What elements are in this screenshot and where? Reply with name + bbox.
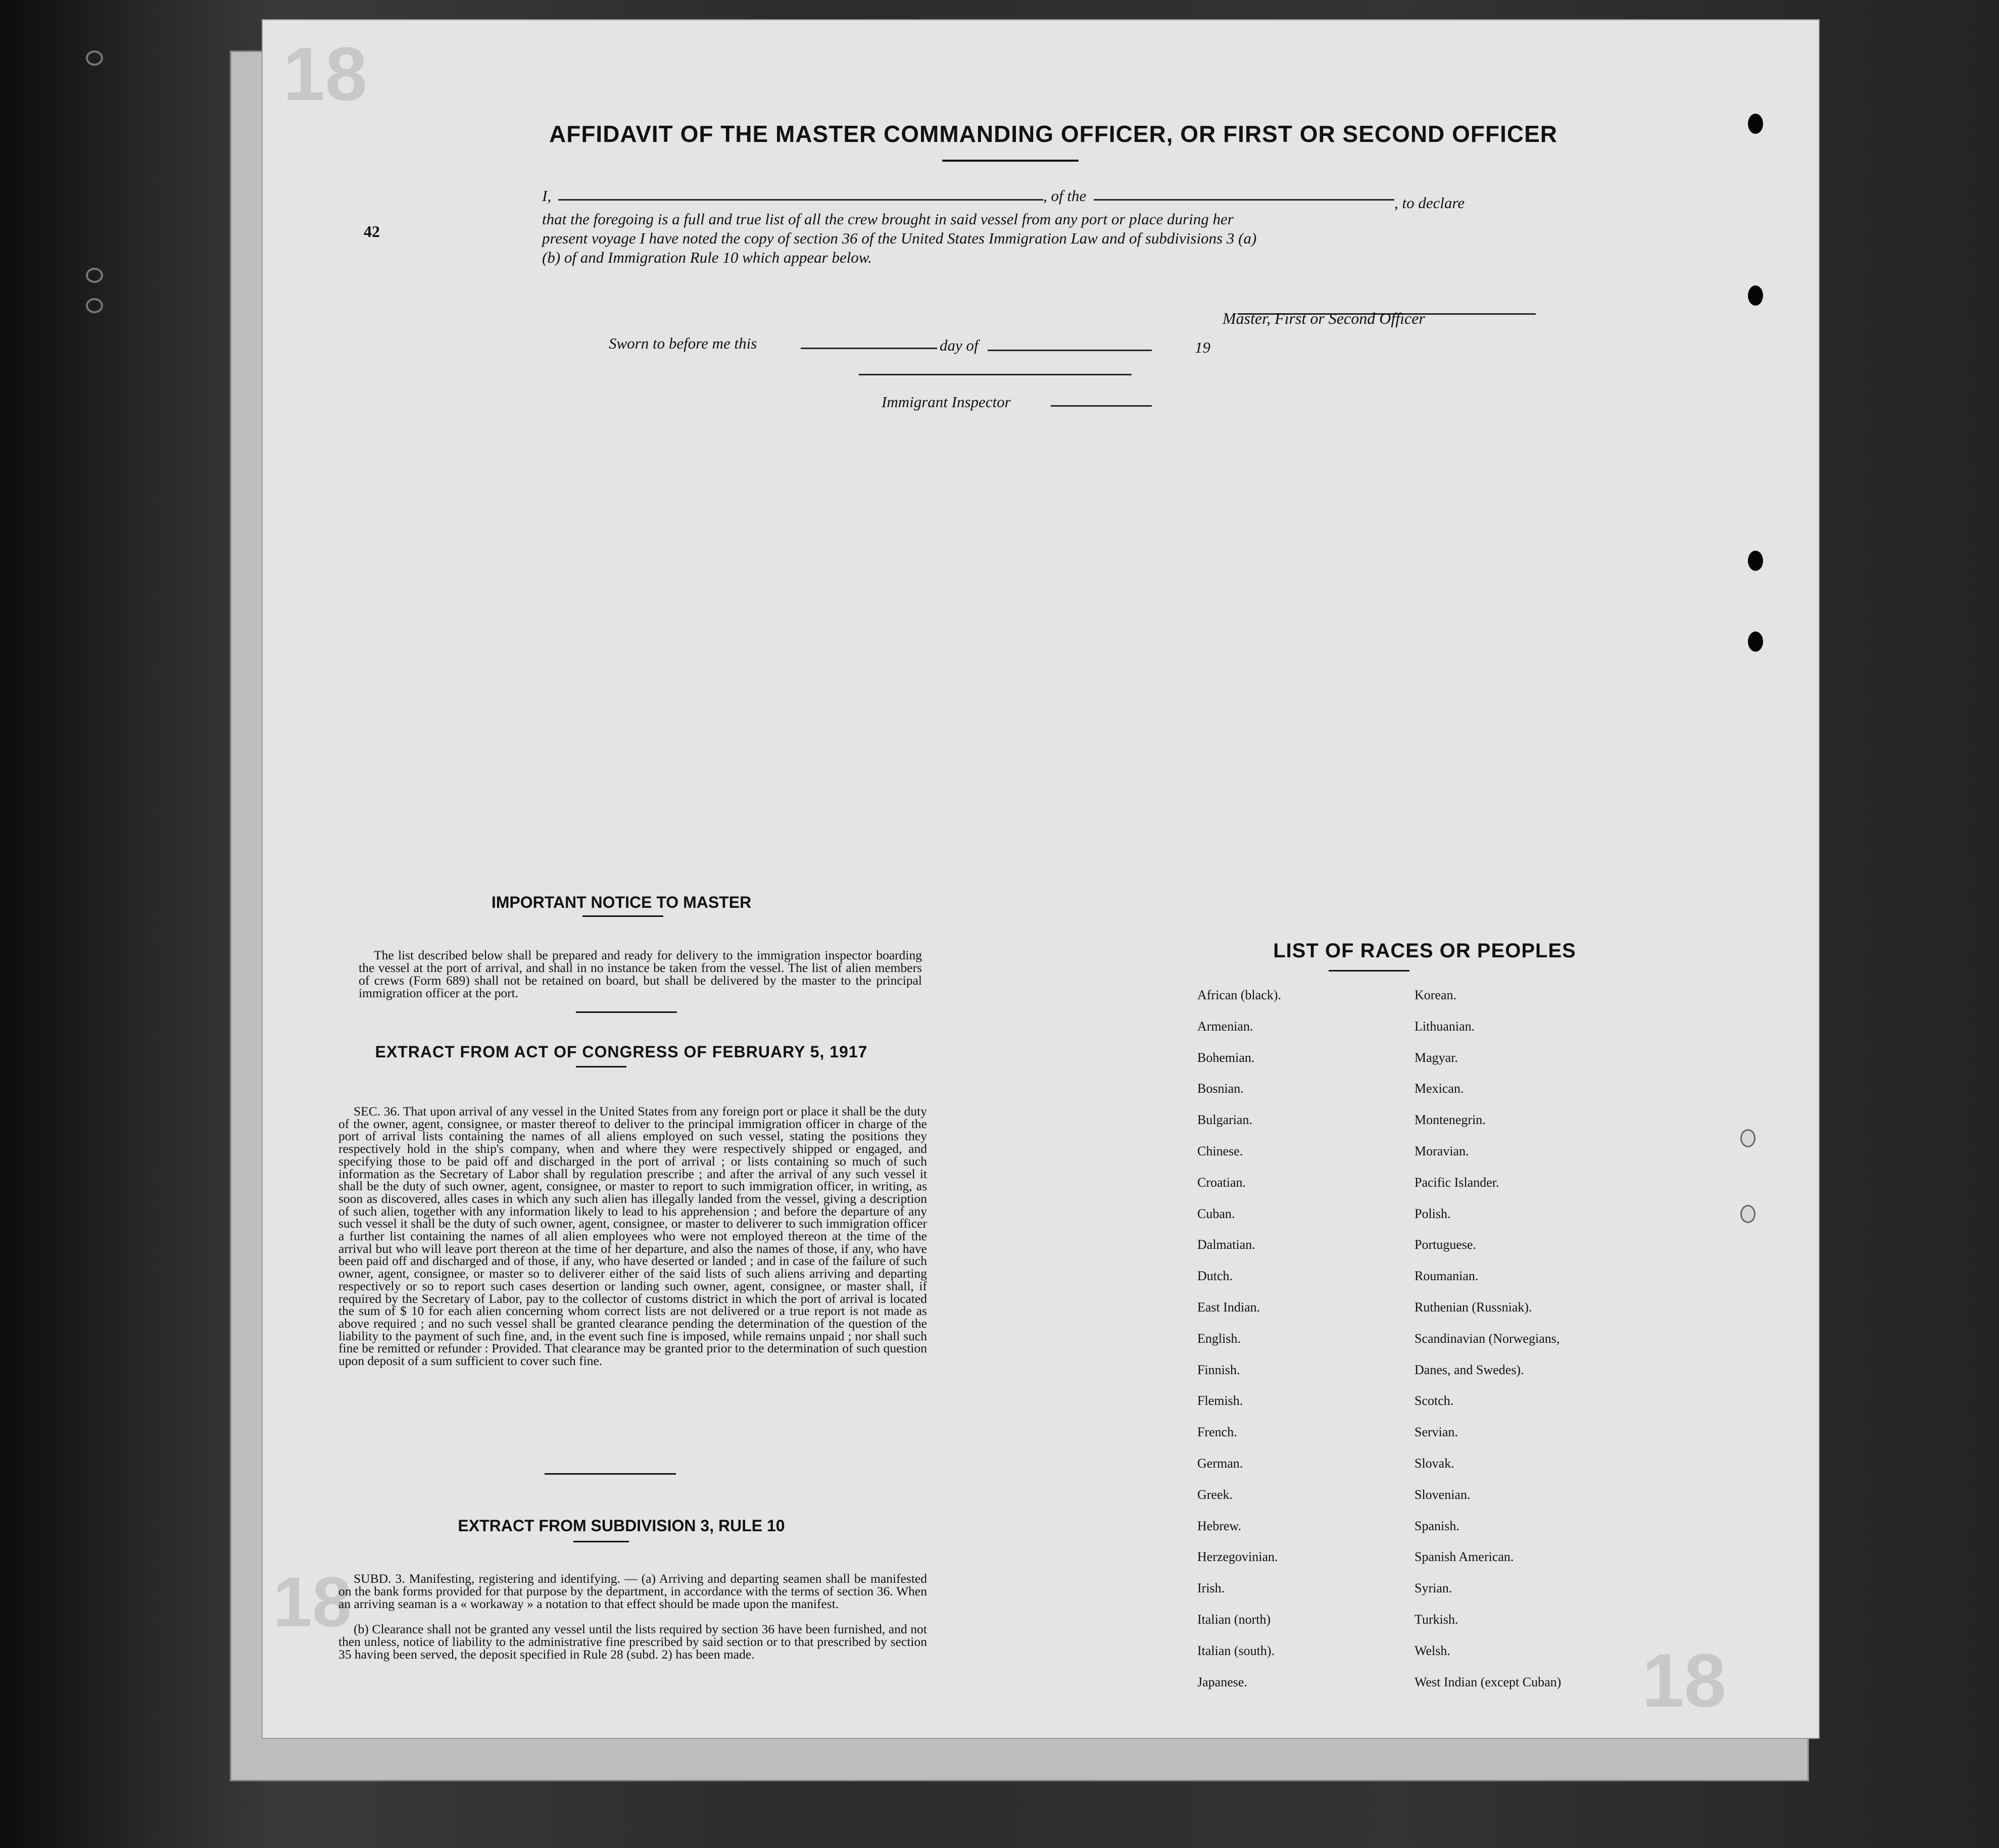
race-item: Italian (north)	[1197, 1612, 1271, 1627]
race-item: Bohemian.	[1197, 1050, 1255, 1065]
master-signature-label: Master, First or Second Officer	[1223, 309, 1425, 327]
affidavit-line-3: present voyage I have noted the copy of section 36 of the United States Immigration Law and of subdivisions 3 (a)	[542, 229, 1257, 247]
act-rule	[576, 1066, 626, 1067]
inspector-tail-line	[1051, 405, 1152, 407]
races-list-left	[1197, 988, 1281, 1706]
notice-rule	[582, 915, 663, 917]
notice-text	[359, 949, 922, 999]
race-item: Hebrew.	[1197, 1518, 1242, 1533]
race-item: Slovak.	[1415, 1455, 1454, 1471]
race-item: Polish.	[1415, 1206, 1451, 1221]
race-item: Chinese.	[1197, 1143, 1243, 1158]
race-item: Cuban.	[1197, 1206, 1235, 1221]
race-item: Dalmatian.	[1197, 1237, 1255, 1252]
name-signature-line	[558, 199, 1043, 201]
page-stamp-left: 18	[273, 1562, 352, 1641]
rule-text-b	[338, 1623, 927, 1661]
inspector-label: Immigrant Inspector	[882, 393, 1011, 411]
race-item: Dutch.	[1197, 1269, 1233, 1284]
title-rule	[942, 160, 1079, 162]
race-item: Bosnian.	[1197, 1081, 1244, 1096]
race-item: Spanish.	[1415, 1518, 1459, 1533]
race-item: Danes, and Swedes).	[1415, 1362, 1524, 1377]
race-item: West Indian (except Cuban)	[1415, 1674, 1562, 1689]
race-item: English.	[1197, 1331, 1241, 1346]
race-item: Croatian.	[1197, 1175, 1246, 1190]
notice-paragraph: The list described below shall be prepared and ready for delivery to the immigration inspector boarding the vessel at the port of arrival, and shall in no instance be taken from the vessel. The list of alien members of crews (Form 689) shall not be retained on board, but shall be delivered by the master to the principal immigration officer at the port.	[359, 948, 922, 1000]
race-item: Irish.	[1197, 1581, 1225, 1596]
rule-paragraph-a: SUBD. 3. Manifesting, registering and identifying. — (a) Arriving and departing seamen shall be manifested on the bank forms provided for that purpose by the department, in accordance with the terms of section 36. When an arriving seaman is a « workaway » a notation to that effect should be made upon the manifest.	[338, 1571, 927, 1611]
race-item: Mexican.	[1415, 1081, 1464, 1096]
binding-mark	[86, 268, 103, 283]
margin-number: 42	[364, 222, 380, 240]
race-item: Pacific Islander.	[1415, 1175, 1499, 1190]
year-prefix: 19	[1195, 338, 1210, 356]
rule-heading: EXTRACT FROM SUBDIVISION 3, RULE 10	[458, 1517, 785, 1535]
race-item: Turkish.	[1415, 1612, 1458, 1627]
notice-heading: IMPORTANT NOTICE TO MASTER	[491, 893, 752, 911]
punch-hole	[1748, 114, 1763, 134]
binding-mark	[86, 298, 103, 313]
race-item: Magyar.	[1415, 1050, 1458, 1065]
race-item: Spanish American.	[1415, 1549, 1514, 1565]
races-list-right	[1415, 988, 1561, 1706]
vessel-name-line	[1094, 199, 1394, 201]
punch-hole	[1748, 631, 1763, 652]
race-item: French.	[1197, 1425, 1237, 1440]
binding-mark	[86, 51, 103, 66]
rule-text-a	[338, 1572, 927, 1610]
race-item: Welsh.	[1415, 1643, 1450, 1658]
race-item: Lithuanian.	[1415, 1018, 1475, 1034]
act-end-rule	[545, 1473, 676, 1475]
affidavit-to-declare: , to declare	[1394, 194, 1465, 212]
races-rule	[1329, 970, 1409, 971]
sworn-day-line	[801, 348, 937, 349]
race-item: Greek.	[1197, 1487, 1233, 1502]
race-item: Scotch.	[1415, 1393, 1454, 1408]
races-heading: LIST OF RACES OR PEOPLES	[1273, 940, 1576, 962]
race-item: Moravian.	[1415, 1143, 1469, 1158]
punch-hole	[1740, 1129, 1756, 1147]
rule-heading-rule	[573, 1541, 629, 1542]
race-item: Korean.	[1415, 988, 1457, 1002]
punch-hole	[1740, 1205, 1756, 1223]
punch-hole	[1748, 285, 1763, 306]
rule-paragraph-b: (b) Clearance shall not be granted any vessel until the lists required by section 36 have been furnished, and not then unless, notice of liability to the administrative fine prescribed by said section or to that prescribed by section 35 having been served, the deposit specified in Rule 28 (subd. 2) has been made.	[338, 1622, 927, 1662]
notice-end-rule	[576, 1011, 677, 1013]
race-item: African (black).	[1197, 988, 1282, 1002]
race-item: Montenegrin.	[1415, 1112, 1486, 1128]
sworn-label: Sworn to before me this	[609, 334, 757, 352]
race-item: Syrian.	[1415, 1581, 1452, 1596]
race-item: German.	[1197, 1455, 1243, 1471]
act-paragraph: SEC. 36. That upon arrival of any vessel in the United States from any foreign port or place it shall be the duty of the owner, agent, consignee, or master thereof to deliver to the principal immigration officer in charge of the port of arrival lists containing the names of all aliens employed on such vessel, stating the positions they respectively hold in the ship's company, when and where they were respectively shipped or engaged, and specifying those to be paid off and discharged in the port of arrival ; or lists containing so much of such information as the Secretary of Labor shall by regulation prescribe ; and after the arrival of any such vessel it shall be the duty of such owner, agent, consignee, or master to report to such immigration officer, in writing, as soon as discovered, alles cases in which any such alien has illegally landed from the vessel, giving a description of such alien, together with any information likely to lead to his apprehension ; and before the departure of any such vessel it shall be the duty of such owner, agent, consignee, or master to deliverer to such immigration officer a further list containing the names of all alien employees who were not employed thereon at the time of the arrival but who will leave port thereon at the time of her departure, and also the names of those, if any, who have been paid off and discharged and of those, if any, who have deserted or landed ; and in case of the failure of such owner, agent, consignee, or master so to deliverer either of the said lists of such aliens arriving and departing respectively or so to report such cases desertion or landing such owner, agent, consignee, or master shall, if required by the Secretary of Labor, pay to the collector of customs district in which the port of arrival is located the sum of $ 10 for each alien concerning whom correct lists are not delivered or a true report is not made as above required ; and no such vessel shall be granted clearance pending the determination of the question of the liability to the payment of such fine, and, in the event such fine is imposed, while remains unpaid ; nor shall such fine be remitted or refunder : Provided. That clearance may be granted prior to the determination of such question upon deposit of a sum sufficient to cover such fine.	[338, 1104, 927, 1369]
race-item: East Indian.	[1197, 1299, 1260, 1315]
affidavit-page	[263, 20, 1819, 1738]
race-item: Slovenian.	[1415, 1487, 1471, 1502]
sworn-month-line	[988, 350, 1152, 351]
race-item: Scandinavian (Norwegians,	[1415, 1331, 1560, 1346]
race-item: Portuguese.	[1415, 1237, 1477, 1252]
act-heading: EXTRACT FROM ACT OF CONGRESS OF FEBRUARY 5, 1917	[375, 1043, 868, 1061]
race-item: Roumanian.	[1415, 1269, 1479, 1284]
race-item: Herzegovinian.	[1197, 1549, 1278, 1565]
act-text	[338, 1105, 927, 1368]
affidavit-of-the: , of the	[1043, 187, 1087, 205]
affidavit-line-2: that the foregoing is a full and true list of all the crew brought in said vessel from any port or place during her	[542, 210, 1234, 228]
punch-hole	[1748, 551, 1763, 571]
affidavit-line-4: (b) of and Immigration Rule 10 which appear below.	[542, 249, 872, 266]
race-item: Ruthenian (Russniak).	[1415, 1299, 1532, 1315]
affidavit-title: AFFIDAVIT OF THE MASTER COMMANDING OFFICER, OR FIRST OR SECOND OFFICER	[549, 121, 1557, 147]
race-item: Armenian.	[1197, 1018, 1253, 1034]
race-item: Servian.	[1415, 1425, 1458, 1440]
day-of-label: day of	[940, 336, 979, 354]
race-item: Italian (south).	[1197, 1643, 1275, 1658]
race-item: Finnish.	[1197, 1362, 1240, 1377]
race-item: Bulgarian.	[1197, 1112, 1253, 1128]
page-stamp-top: 18	[283, 31, 367, 116]
affidavit-i: I,	[542, 187, 552, 205]
race-item: Flemish.	[1197, 1393, 1243, 1408]
page-stamp-bottom: 18	[1642, 1638, 1726, 1723]
inspector-signature-line	[859, 374, 1132, 375]
race-item: Japanese.	[1197, 1674, 1247, 1689]
